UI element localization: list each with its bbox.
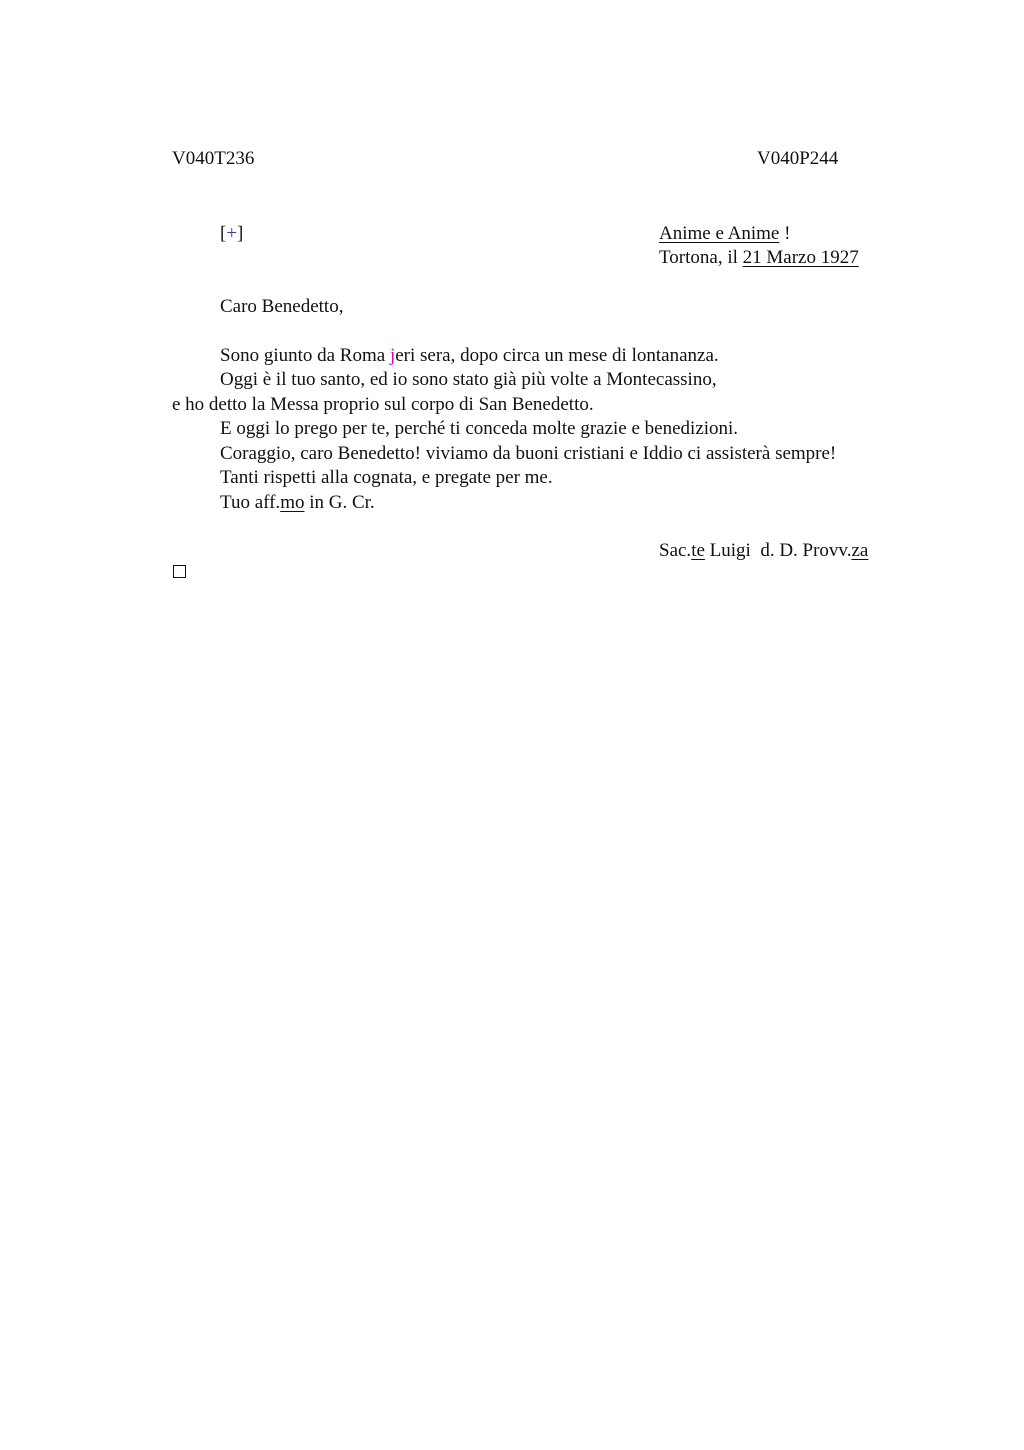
place-prefix: Tortona, il bbox=[659, 247, 743, 268]
body-line-1 bbox=[220, 346, 719, 365]
salutation: Caro Benedetto, bbox=[220, 296, 344, 317]
body-line-5: Coraggio, caro Benedetto! viviamo da buoni cristiani e Iddio ci assisterà sempre! bbox=[220, 443, 837, 464]
motto: Anime e Anime bbox=[659, 223, 780, 244]
signature-part-2: te bbox=[691, 540, 705, 561]
body-line-6: Tanti rispetti alla cognata, e pregate per me. bbox=[220, 467, 553, 488]
cross-mark bbox=[220, 224, 243, 243]
signature bbox=[659, 541, 868, 560]
header-right-code: V040P244 bbox=[757, 148, 839, 169]
cross-open-bracket: [ bbox=[220, 223, 227, 244]
highlighted-letter: j bbox=[389, 345, 396, 366]
motto-suffix: ! bbox=[779, 223, 791, 244]
body-line-4: E oggi lo prego per te, perché ti conceda molte grazie e benedizioni. bbox=[220, 418, 739, 439]
body-line-2: Oggi è il tuo santo, ed io sono stato già più volte a Montecassino, bbox=[220, 369, 717, 390]
header-left-code: V040T236 bbox=[172, 148, 255, 169]
closing-line bbox=[220, 493, 375, 512]
end-square-icon bbox=[173, 565, 186, 578]
motto-line bbox=[659, 224, 790, 243]
signature-part-4: za bbox=[851, 540, 869, 561]
body-line-1-after: eri sera, dopo circa un mese di lontananza. bbox=[395, 345, 719, 366]
body-line-1-before: Sono giunto da Roma bbox=[220, 345, 390, 366]
letter-date: 21 Marzo 1927 bbox=[742, 247, 859, 268]
cross-close-bracket: ] bbox=[237, 223, 244, 244]
body-line-3: e ho detto la Messa proprio sul corpo di San Benedetto. bbox=[172, 394, 594, 415]
place-date-line bbox=[659, 248, 859, 267]
signature-part-3: Luigi d. D. Provv. bbox=[704, 540, 852, 561]
closing-after: in G. Cr. bbox=[304, 492, 375, 513]
closing-abbrev: mo bbox=[280, 492, 305, 513]
signature-part-1: Sac. bbox=[659, 540, 692, 561]
cross-icon: + bbox=[226, 223, 238, 244]
closing-before: Tuo aff. bbox=[220, 492, 281, 513]
